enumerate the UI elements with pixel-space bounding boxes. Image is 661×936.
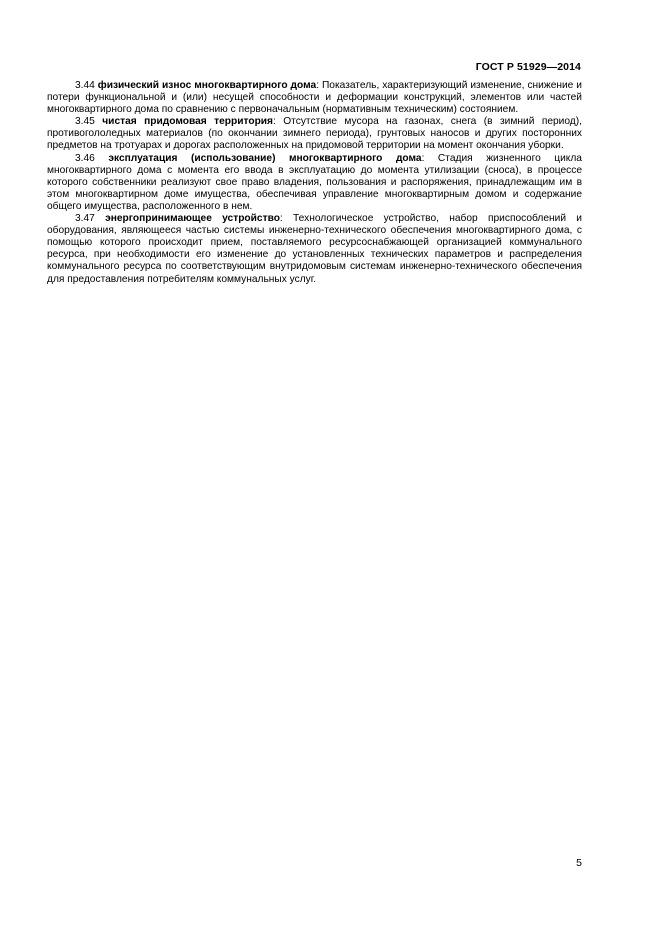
document-body: [47, 80, 582, 286]
term-entry-3-47: [47, 213, 582, 286]
entry-number: 3.45: [75, 116, 95, 128]
term-entry-3-45: [47, 116, 582, 152]
entry-definition: : Показатель, характеризующий изменение, снижение и потери функциональной и (или) несущей способности и деформации конструкций, элементов или частей многоквартирного дома по сравнению с первоначальным (нормативным техническим) состоянием.: [47, 80, 582, 116]
document-id: ГОСТ Р 51929—2014: [475, 61, 581, 73]
entry-definition: : Отсутствие мусора на газонах, снега (в зимний период), противогололедных материалов (по окончании зимнего периода), грунтовых наносов и других посторонних предметов на тротуарах и дорогах расположенных на придомовой территории на момент окончания уборки.: [47, 116, 582, 152]
entry-term: чистая придомовая территория: [102, 116, 273, 128]
entry-term: физический износ многоквартирного дома: [97, 80, 317, 91]
term-entry-3-44: [47, 80, 582, 116]
entry-number: 3.46: [75, 152, 95, 164]
page-number: 5: [576, 857, 582, 869]
entry-term: энергопринимающее устройство: [105, 213, 280, 225]
entry-term: эксплуатация (использование) многоквартирного дома: [108, 152, 422, 164]
entry-number: 3.47: [75, 213, 95, 225]
entry-definition: : Стадия жизненного цикла многоквартирного дома с момента его ввода в эксплуатацию до момента утилизации (сноса), в процессе которого собственники реализуют свое право владения, пользования и распоряжения, принадлежащим им в этом многоквартирном доме имущества, обеспечивая управление многоквартирным домом и содержание общего имущества, расположенного в нем.: [47, 152, 582, 212]
entry-definition: : Технологическое устройство, набор приспособлений и оборудования, являющееся частью системы инженерно-технического обеспечения многоквартирного дома, с помощью которого происходит прием, поставляемого ресурсоснабжающей организацией коммунального ресурса, при необходимости его изменение до установленных технических параметров и распределения коммунального ресурса по соответствующим внутридомовым системам инженерно-технического обеспечения для предоставления потребителям коммунальных услуг.: [47, 213, 582, 285]
term-entry-3-46: [47, 153, 582, 213]
entry-number: 3.44: [75, 80, 95, 91]
